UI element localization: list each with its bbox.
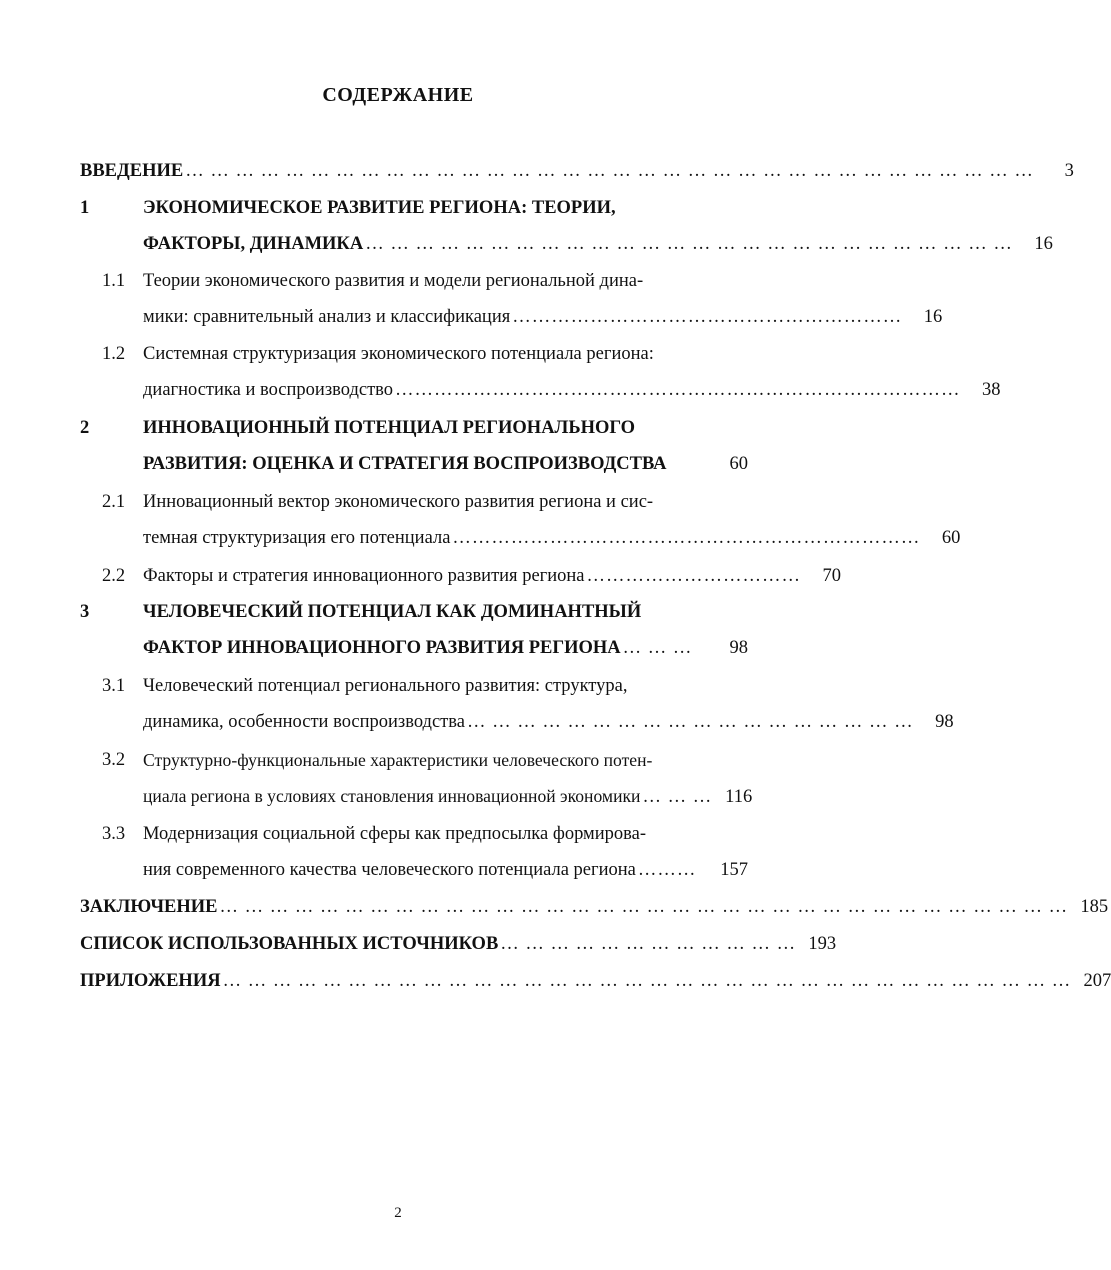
toc-entry-section-3-1[interactable] [143,707,954,737]
toc-entry-title-line2: динамика, особенности воспроизводства [143,712,465,732]
leader-dots: … … … … … … … … … … … … … … … … … … … … … … … … … … … … … … … … … … [219,897,1069,917]
toc-entry-title-line1[interactable]: ИННОВАЦИОННЫЙ ПОТЕНЦИАЛ РЕГИОНАЛЬНОГО [143,418,636,438]
toc-entry-number: 1.2 [102,344,126,364]
toc-entry-section-1-1[interactable] [143,302,943,332]
toc-entry-chapter-3[interactable] [143,633,748,663]
toc-entry-title: ВВЕДЕНИЕ [80,161,184,181]
toc-entry-title: Факторы и стратегия инновационного развития региона [143,566,585,586]
leader-dots: … … … … … … … … … … … … … … … … … … … … … … … … … … … … … … … … … … [185,161,1034,181]
toc-page-number: 98 [935,712,954,732]
toc-entry-section-2-1[interactable] [143,523,961,553]
toc-page-number: 16 [923,307,943,327]
toc-page-number: 157 [720,860,748,880]
toc-page-number: 98 [729,638,748,658]
leader-dots: … … … … … … … … … … … … … … … … … … [466,712,914,732]
toc-entry-title-line1[interactable]: ЧЕЛОВЕЧЕСКИЙ ПОТЕНЦИАЛ КАК ДОМИНАНТНЫЙ [143,602,642,622]
toc-entry-chapter-1[interactable] [143,229,1053,259]
toc-entry-title-line2: темная структуризация его потенциала [143,528,451,548]
leader-dots: …………………………………………………………………………… [395,380,961,400]
toc-entry-title: ЗАКЛЮЧЕНИЕ [80,897,218,917]
toc-entry-title: СПИСОК ИСПОЛЬЗОВАННЫХ ИСТОЧНИКОВ [80,934,499,954]
leader-dots: … … … … … … … … … … … … [500,934,797,954]
toc-page-number: 207 [1083,971,1111,991]
toc-entry-references[interactable] [80,929,837,959]
toc-entry-section-3-3[interactable] [143,855,748,885]
page-number: 2 [394,1205,402,1221]
leader-dots: … … … … … … … … … … … … … … … … … … … … … … … … … … [365,234,1013,254]
toc-page-number: 116 [725,787,753,807]
toc-entry-title: ПРИЛОЖЕНИЯ [80,971,221,991]
toc-page-number: 193 [808,934,837,954]
toc-entry-number: 3.3 [102,824,126,844]
toc-page-number: 16 [1034,234,1053,254]
toc-entry-number: 3.1 [102,676,126,696]
toc-page-number: 70 [822,566,842,586]
toc-entry-number: 2 [80,418,90,438]
toc-page-number: 60 [729,454,748,474]
toc-entry-title-text: ЭКОНОМИЧЕСКОЕ РАЗВИТИЕ РЕГИОНА: ТЕОРИИ, [143,198,616,218]
toc-entry-title-line1[interactable]: Структурно-функциональные характеристики человеческого потен- [143,750,653,770]
leader-dots: …………………………… [586,566,802,586]
toc-entry-number: 1.1 [102,271,126,291]
toc-entry-title-line2: мики: сравнительный анализ и классификация [143,307,511,327]
toc-entry-title-line1[interactable]: Системная структуризация экономического потенциала региона: [143,344,654,364]
toc-entry-title-line1[interactable]: Инновационный вектор экономического развития региона и сис- [143,492,654,512]
toc-entry-number: 3 [80,602,90,622]
toc-entry-title-line2: циала региона в условиях становления инновационной экономики [143,786,641,806]
leader-dots: … … … … … … … … … … … … … … … … … … … … … … … … … … … … … … … … … … [222,971,1072,991]
leader-dots: … … … [642,787,713,807]
leader-dots: …………………………………………………… [512,307,903,327]
toc-entry-title-line1[interactable] [143,193,701,223]
toc-entry-title-line2: РАЗВИТИЯ: ОЦЕНКА И СТРАТЕГИЯ ВОСПРОИЗВОДСТВА [143,454,667,474]
toc-entry-title-line1[interactable]: Теории экономического развития и модели региональной дина- [143,271,644,291]
page-title: СОДЕРЖАНИЕ [322,84,474,106]
toc-page-number: 60 [941,528,961,548]
toc-page-number: 3 [1064,161,1074,181]
toc-entry-title-line2: ния современного качества человеческого потенциала региона [143,860,636,880]
toc-entry-title-line1[interactable]: Модернизация социальной сферы как предпосылка формирова- [143,824,647,844]
toc-page-number: 38 [982,380,1001,400]
leader-dots: … … … [622,638,693,658]
toc-entry-appendices[interactable] [80,966,1111,996]
toc-entry-section-3-2[interactable] [143,781,753,811]
toc-entry-section-1-2[interactable] [143,375,1001,405]
toc-entry-title-line2: ФАКТОРЫ, ДИНАМИКА [143,234,364,254]
leader-dots: ……………………………………………………………… [452,528,921,548]
toc-entry-introduction[interactable] [80,156,1074,186]
toc-entry-number: 1 [80,198,90,218]
toc-entry-title-line2: ФАКТОР ИННОВАЦИОННОГО РАЗВИТИЯ РЕГИОНА [143,638,621,658]
toc-entry-conclusion[interactable] [80,892,1109,922]
toc-entry-chapter-2[interactable] [143,449,748,479]
toc-page-number: 185 [1080,897,1109,917]
toc-entry-number: 2.1 [102,492,126,512]
toc-entry-title-line2: диагностика и воспроизводство [143,380,394,400]
toc-entry-title-line1[interactable]: Человеческий потенциал регионального развития: структура, [143,676,628,696]
leader-dots: ……… [637,860,697,880]
toc-entry-section-2-2[interactable] [143,561,842,591]
toc-entry-number: 2.2 [102,566,126,586]
toc-entry-number: 3.2 [102,750,126,770]
